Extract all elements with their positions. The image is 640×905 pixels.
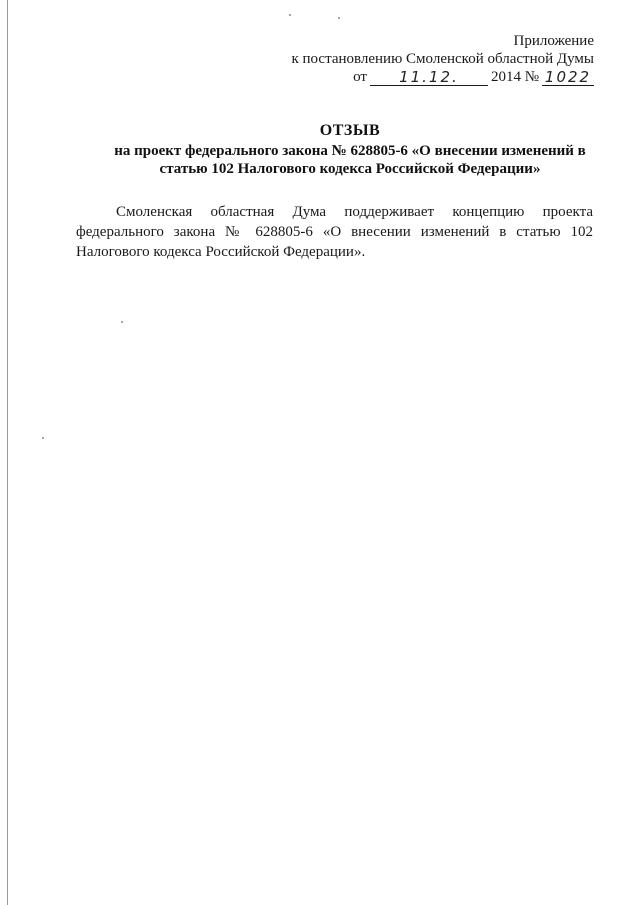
from-label: от (353, 69, 367, 85)
appendix-label: Приложение (513, 33, 594, 49)
handwritten-date: 11.12. (370, 69, 488, 86)
scan-speck (42, 437, 44, 439)
review-title: ОТЗЫВ (319, 122, 381, 139)
scan-speck (121, 321, 123, 323)
review-body-paragraph: Смоленская областная Дума поддерживает концепцию проекта федерального закона № 628805-6 «О внесении изменений в статью 102 Налогового кодекса Российской Федерации». (76, 204, 593, 260)
appendix-resolution-ref: к постановлению Смоленской областной Думы (291, 51, 594, 67)
appendix-header (291, 32, 594, 86)
year-number-label: 2014 № (490, 69, 539, 85)
appendix-date-line (353, 68, 594, 86)
scan-left-edge (7, 0, 8, 905)
review-title-block (60, 122, 640, 178)
handwritten-number: 1022 (542, 69, 594, 86)
scan-speck (289, 14, 291, 16)
review-subtitle: на проект федерального закона № 628805-6 «О внесении изменений в статью 102 Налогового кодекса Российской Федерации» (114, 143, 586, 177)
scan-speck (338, 17, 340, 19)
